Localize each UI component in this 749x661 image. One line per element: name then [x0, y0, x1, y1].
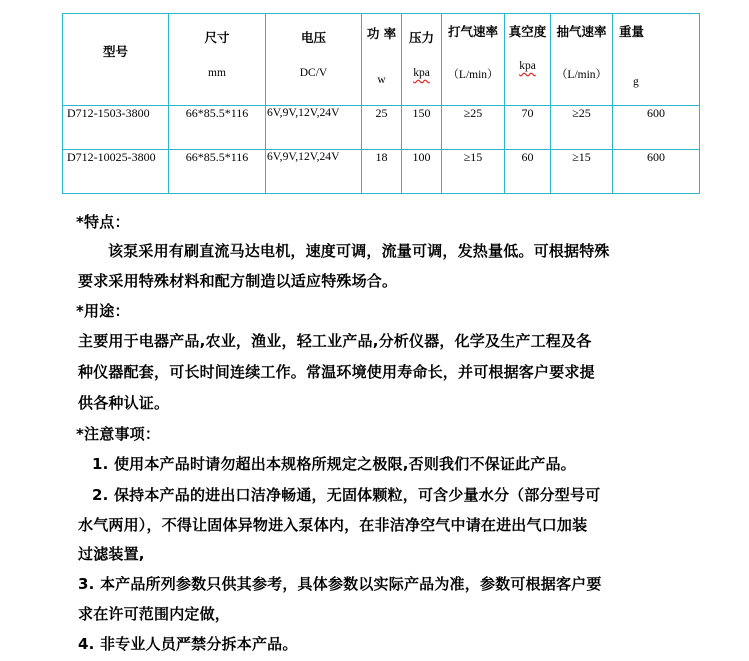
- notes-title: *注意事项：: [76, 425, 161, 443]
- usage-line: 供各种认证。: [78, 394, 170, 412]
- notes-line: 4. 非专业人员严禁分拆本产品。: [78, 635, 298, 653]
- cell-suction-rate: ≥15: [551, 150, 613, 194]
- cell-model: D712-1503-3800: [63, 106, 169, 150]
- header-inflation-rate: 打气速率 （L/min）: [442, 14, 505, 106]
- cell-power: 18: [362, 150, 402, 194]
- features-line: 该泵采用有刷直流马达电机，速度可调，流量可调，发热量低。可根据特殊: [108, 242, 610, 260]
- header-size: 尺寸 mm: [169, 14, 266, 106]
- cell-pressure: 150: [402, 106, 442, 150]
- usage-title: *用途：: [76, 302, 130, 320]
- cell-voltage: 6V,9V,12V,24V: [266, 106, 362, 150]
- header-power: 功 率 w: [362, 14, 402, 106]
- notes-line: 1. 使用本产品时请勿超出本规格所规定之极限,否则我们不保证此产品。: [92, 455, 576, 473]
- notes-line: 过滤装置,: [78, 545, 145, 563]
- table-row: [63, 106, 700, 150]
- header-pressure: 压力 kpa: [402, 14, 442, 106]
- header-vacuum: 真空度 kpa: [505, 14, 551, 106]
- cell-weight: 600: [613, 106, 700, 150]
- header-voltage: 电压 DC/V: [266, 14, 362, 106]
- cell-weight: 600: [613, 150, 700, 194]
- cell-size: 66*85.5*116: [169, 106, 266, 150]
- cell-vacuum: 70: [505, 106, 551, 150]
- header-suction-rate: 抽气速率 （L/min）: [551, 14, 613, 106]
- cell-pressure: 100: [402, 150, 442, 194]
- usage-line: 种仪器配套，可长时间连续工作。常温环境使用寿命长，并可根据客户要求提: [78, 363, 595, 381]
- header-weight: 重量 g: [613, 14, 700, 106]
- table-row: [63, 150, 700, 194]
- notes-line: 求在许可范围内定做，: [78, 605, 231, 623]
- spec-table: [62, 13, 700, 194]
- notes-line: 水气两用），不得让固体异物进入泵体内，在非洁净空气中请在进出气口加装: [78, 516, 588, 534]
- usage-line: 主要用于电器产品,农业，渔业，轻工业产品,分析仪器，化学及生产工程及各: [78, 332, 592, 350]
- header-model: 型号: [63, 14, 169, 106]
- cell-power: 25: [362, 106, 402, 150]
- cell-vacuum: 60: [505, 150, 551, 194]
- cell-inflation-rate: ≥25: [442, 106, 505, 150]
- features-title: *特点：: [76, 213, 130, 231]
- notes-line: 3. 本产品所列参数只供其参考，具体参数以实际产品为准，参数可根据客户要: [78, 575, 602, 593]
- notes-line: 2. 保持本产品的进出口洁净畅通，无固体颗粒，可含少量水分（部分型号可: [92, 486, 601, 504]
- cell-size: 66*85.5*116: [169, 150, 266, 194]
- table-header-row: [63, 14, 700, 106]
- features-line: 要求采用特殊材料和配方制造以适应特殊场合。: [78, 272, 398, 290]
- cell-inflation-rate: ≥15: [442, 150, 505, 194]
- cell-voltage: 6V,9V,12V,24V: [266, 150, 362, 194]
- cell-model: D712-10025-3800: [63, 150, 169, 194]
- cell-suction-rate: ≥25: [551, 106, 613, 150]
